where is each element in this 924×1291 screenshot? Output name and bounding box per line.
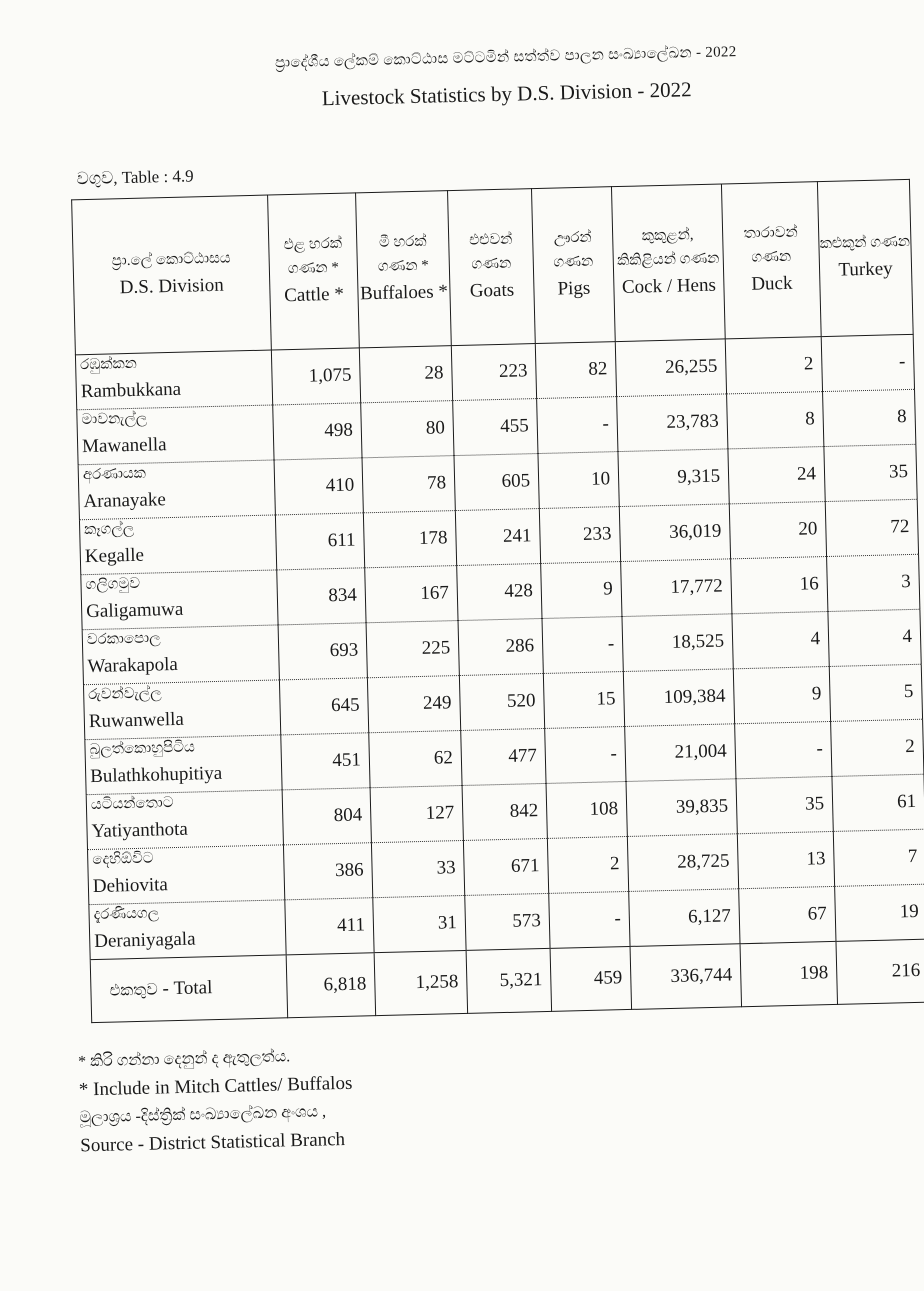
- division-name-english: Rambukkana: [80, 378, 182, 402]
- column-header: [721, 182, 821, 339]
- column-header-sinhala: ප්‍රා.ලේ කොට්ඨාසය: [111, 250, 231, 270]
- division-name-cell: [81, 570, 278, 630]
- value-cell: 477: [461, 728, 546, 785]
- column-header: [817, 179, 913, 336]
- value-cell: 7: [833, 829, 924, 886]
- value-cell: 459: [550, 946, 632, 1011]
- division-name-sinhala: කෑගල්ල: [84, 520, 135, 539]
- title-sinhala: ප්‍රාදේශීය ලේකම් කොට්ඨාස මට්ටමින් සත්ත්ව පාලන සංඛ්‍යාලේඛන - 2022: [274, 44, 737, 72]
- value-cell: -: [735, 721, 832, 778]
- title-english: Livestock Statistics by D.S. Division - 2022: [321, 77, 692, 111]
- value-cell: 233: [539, 507, 620, 564]
- value-cell: -: [821, 334, 914, 391]
- value-cell: 178: [363, 511, 456, 568]
- division-name-cell: [85, 735, 282, 795]
- column-header-english: Pigs: [557, 277, 591, 300]
- value-cell: 61: [832, 774, 924, 831]
- value-cell: 4: [732, 612, 829, 669]
- column-header-sinhala: එළ හරක් ගණන *: [283, 235, 343, 277]
- table-label: වගුව, Table : 4.9: [76, 166, 194, 189]
- value-cell: 6,818: [286, 953, 376, 1018]
- value-cell: 3: [827, 554, 920, 611]
- value-cell: 451: [281, 733, 370, 790]
- column-header-sinhala: තාරාවන් ගණන: [743, 224, 798, 266]
- value-cell: 80: [361, 401, 454, 458]
- division-name-english: Deraniyagala: [93, 928, 196, 952]
- value-cell: 9: [541, 562, 622, 619]
- value-cell: 21,004: [625, 724, 736, 782]
- livestock-table: [71, 179, 924, 1023]
- column-header-english: Buffaloes *: [359, 280, 449, 305]
- division-name-sinhala: ගලිගමුව: [85, 575, 141, 594]
- division-name-sinhala: වරකාපොල: [86, 630, 161, 649]
- value-cell: 9,315: [618, 449, 729, 507]
- division-name-sinhala: බුලත්කොහුපිටිය: [89, 739, 195, 759]
- column-header-english: Turkey: [838, 258, 893, 281]
- value-cell: 24: [728, 447, 825, 504]
- value-cell: 241: [455, 509, 540, 566]
- value-cell: 520: [459, 673, 544, 730]
- value-cell: 5,321: [466, 948, 552, 1013]
- column-header-english: Goats: [469, 279, 515, 302]
- column-header-sinhala: ඌරන් ගණන: [553, 229, 594, 271]
- value-cell: 9: [733, 666, 830, 723]
- value-cell: 35: [824, 444, 917, 501]
- column-header-sinhala: කුකුළන්, කිකිළියන් ගණන: [616, 226, 720, 269]
- column-header: [531, 187, 615, 344]
- division-name-cell: [86, 790, 283, 850]
- value-cell: 693: [278, 623, 367, 680]
- value-cell: 18,525: [622, 614, 733, 672]
- division-name-english: Galigamuwa: [85, 598, 184, 622]
- division-name-sinhala: රුවන්වැල්ල: [88, 685, 162, 704]
- value-cell: 8: [727, 392, 824, 449]
- value-cell: 35: [736, 776, 833, 833]
- value-cell: 573: [465, 893, 550, 950]
- value-cell: 2: [547, 836, 628, 893]
- value-cell: 804: [282, 788, 371, 845]
- value-cell: 23,783: [617, 394, 728, 452]
- value-cell: 78: [362, 456, 455, 513]
- division-name-sinhala: දැරණියගල: [93, 905, 160, 924]
- value-cell: 2: [831, 719, 924, 776]
- value-cell: 198: [740, 941, 838, 1006]
- value-cell: 611: [275, 513, 364, 570]
- division-name-cell: [79, 515, 276, 575]
- value-cell: 249: [367, 676, 460, 733]
- value-cell: 109,384: [623, 669, 734, 727]
- value-cell: 28,725: [627, 834, 738, 892]
- division-name-cell: [90, 955, 287, 1023]
- column-header-sinhala: කළුකුන් ගණන: [819, 233, 911, 252]
- division-name-sinhala: දෙහිඕවිට: [92, 850, 154, 869]
- division-name-cell: [75, 350, 272, 410]
- value-cell: 13: [737, 831, 834, 888]
- value-cell: -: [549, 891, 630, 948]
- source-english: Source - District Statistical Branch: [79, 1128, 346, 1157]
- value-cell: 223: [451, 344, 536, 401]
- column-header-english: Cattle *: [283, 283, 345, 306]
- value-cell: -: [542, 617, 623, 674]
- division-name-sinhala: රඹුක්කන: [79, 355, 138, 374]
- value-cell: 386: [283, 843, 372, 900]
- value-cell: 1,075: [271, 348, 360, 405]
- division-name-sinhala: මාවනැල්ල: [81, 410, 148, 429]
- value-cell: 127: [370, 785, 463, 842]
- value-cell: 167: [365, 566, 458, 623]
- column-header-sinhala: එළුවන් ගණන: [468, 231, 513, 273]
- column-header: [611, 184, 725, 342]
- value-cell: -: [545, 727, 626, 784]
- note-english: * Include in Mitch Cattles/ Buffalos: [78, 1072, 353, 1101]
- value-cell: 5: [829, 664, 922, 721]
- value-cell: 1,258: [374, 950, 468, 1015]
- footnotes: [78, 1037, 581, 1161]
- division-name-sinhala: යටියන්තොට: [90, 795, 174, 814]
- value-cell: 336,744: [630, 944, 742, 1010]
- value-cell: 39,835: [626, 779, 737, 837]
- value-cell: 605: [454, 454, 539, 511]
- value-cell: 428: [457, 564, 542, 621]
- value-cell: 33: [371, 840, 464, 897]
- division-name-cell: [78, 460, 275, 520]
- value-cell: 28: [359, 346, 452, 403]
- column-header: [72, 195, 272, 355]
- note-sinhala: * කිරි ගන්නා දෙනුන් ද ඇතුලත්ය.: [77, 1048, 291, 1071]
- value-cell: 645: [279, 678, 368, 735]
- value-cell: 411: [285, 898, 374, 955]
- value-cell: 455: [453, 399, 538, 456]
- table-header-row: [72, 179, 914, 354]
- division-name-sinhala: අරණායක: [82, 465, 147, 484]
- value-cell: 15: [543, 672, 624, 729]
- column-header-sinhala: මී හරක් ගණන *: [377, 233, 430, 275]
- division-name-sinhala: එකතුව: [109, 981, 158, 1000]
- value-cell: 67: [739, 886, 836, 943]
- value-cell: 31: [373, 895, 466, 952]
- division-name-cell: [77, 405, 274, 465]
- value-cell: 72: [825, 499, 918, 556]
- value-cell: 17,772: [621, 559, 732, 617]
- value-cell: 498: [273, 403, 362, 460]
- column-header-english: Cock / Hens: [621, 274, 717, 298]
- value-cell: 6,127: [629, 889, 740, 947]
- value-cell: 410: [274, 458, 363, 515]
- division-name-cell: [83, 680, 280, 740]
- division-name-english: Yatiyanthota: [91, 818, 189, 842]
- value-cell: 834: [277, 568, 366, 625]
- value-cell: 8: [823, 389, 916, 446]
- value-cell: 2: [725, 337, 822, 394]
- division-name-cell: [82, 625, 279, 685]
- value-cell: 20: [729, 502, 826, 559]
- value-cell: 36,019: [619, 504, 730, 562]
- value-cell: 225: [366, 621, 459, 678]
- division-name-english: Ruwanwella: [88, 708, 185, 732]
- value-cell: 62: [369, 731, 462, 788]
- division-name-english: Dehiovita: [92, 873, 169, 897]
- division-name-cell: [88, 845, 285, 905]
- value-cell: 671: [463, 838, 548, 895]
- value-cell: -: [537, 397, 618, 454]
- value-cell: 16: [731, 557, 828, 614]
- division-name-english: Bulathkohupitiya: [89, 762, 223, 787]
- source-sinhala: මූලාශ්‍රය -දිස්ත්‍රික් සංඛ්‍යාලේඛන අංශය ,: [79, 1103, 327, 1127]
- value-cell: 82: [535, 342, 616, 399]
- value-cell: 4: [828, 609, 921, 666]
- value-cell: 26,255: [615, 339, 726, 397]
- value-cell: 108: [546, 781, 627, 838]
- value-cell: 842: [462, 783, 547, 840]
- column-header: [356, 191, 452, 348]
- division-name-english: Kegalle: [84, 544, 145, 567]
- value-cell: 216: [836, 939, 924, 1004]
- column-header: [448, 189, 536, 346]
- division-name-english: Warakapola: [87, 653, 179, 677]
- division-name-cell: [89, 900, 286, 960]
- division-name-english: Mawanella: [81, 433, 167, 457]
- value-cell: 19: [835, 884, 924, 941]
- value-cell: 286: [458, 618, 543, 675]
- column-header: [268, 193, 360, 350]
- column-header-english: D.S. Division: [119, 274, 225, 299]
- division-name-english: - Total: [162, 977, 213, 1000]
- division-name-english: Aranayake: [83, 488, 167, 512]
- value-cell: 10: [538, 452, 619, 509]
- column-header-english: Duck: [751, 272, 793, 295]
